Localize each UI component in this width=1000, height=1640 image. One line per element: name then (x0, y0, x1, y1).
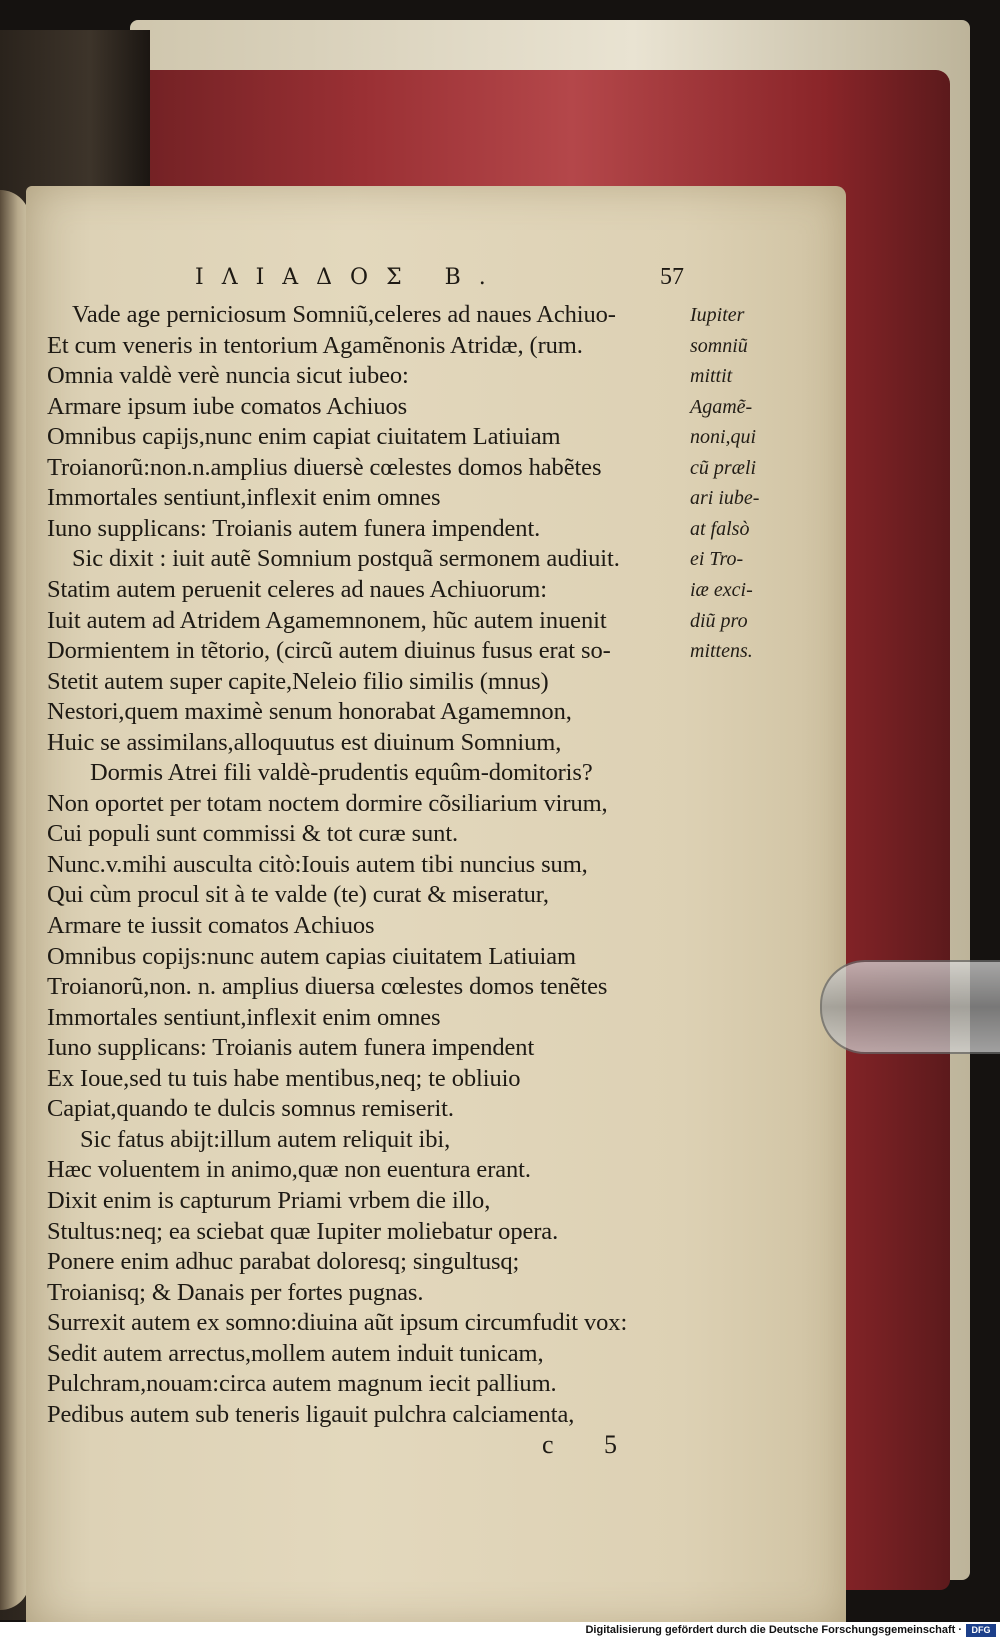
text-line: Pulchram,nouam:circa autem magnum iecit pallium. (47, 1370, 557, 1398)
text-line: Dixit enim is capturum Priami vrbem die illo, (47, 1186, 491, 1214)
text-line: Et cum veneris in tentorium Agamẽnonis Atridæ, (rum. (47, 331, 583, 359)
text-line: Nestori,quem maximè senum honorabat Agamemnon, (47, 698, 572, 726)
text-line: Sic dixit : iuit autẽ Somnium postquã sermonem audiuit. (72, 545, 620, 573)
text-line: Troianorũ,non. n. amplius diuersa cœlestes domos tenẽtes (47, 973, 608, 1001)
text-line: Non oportet per totam noctem dormire cõsiliarium virum, (47, 789, 608, 817)
margin-note-line: Agamẽ- (690, 395, 753, 418)
running-head: ΙΛΙΑΔΟΣ Β. (195, 265, 504, 290)
text-line: Iuno supplicans: Troianis autem funera impendent (47, 1034, 535, 1062)
text-line: Iuit autem ad Atridem Agamemnonem, hũc autem inuenit (47, 606, 607, 634)
text-line: Sic fatus abijt:illum autem reliquit ibi, (80, 1125, 451, 1153)
margin-note-line: ari iube- (690, 487, 760, 510)
text-line: Statim autem peruenit celeres ad naues Achiuorum: (47, 575, 547, 603)
text-line: Hæc voluentem in animo,quæ non euentura erant. (47, 1156, 531, 1184)
text-line: Ex Ioue,sed tu tuis habe mentibus,neq; te obliuio (47, 1064, 521, 1092)
margin-note-line: diũ pro (690, 609, 748, 632)
text-line: Pedibus autem sub teneris ligauit pulchra calciamenta, (47, 1400, 575, 1428)
footer-credit: Digitalisierung gefördert durch die Deutsche Forschungsgemeinschaft · (585, 1624, 962, 1636)
margin-note-line: mittit (690, 365, 733, 388)
page-number: 57 (660, 264, 684, 290)
text-line: Iuno supplicans: Troianis autem funera impendent. (47, 514, 541, 542)
margin-note-line: ei Tro- (690, 548, 744, 571)
text-line: Armare ipsum iube comatos Achiuos (47, 392, 408, 420)
text-line: Vade age perniciosum Somniũ,celeres ad naues Achiuo- (72, 301, 616, 328)
margin-note-line: Iupiter (690, 304, 745, 326)
text-line: Cui populi sunt commissi & tot curæ sunt. (47, 820, 459, 848)
text-line: Dormis Atrei fili valdè-prudentis equûm-domitoris? (90, 759, 593, 787)
margin-note-line: iæ exci- (690, 578, 753, 601)
text-line: Armare te iussit comatos Achiuos (47, 912, 375, 939)
margin-note-line: cũ præli (690, 456, 757, 479)
text-line: Stetit autem super capite,Neleio filio similis (mnus) (47, 667, 549, 695)
text-line: Nunc.v.mihi ausculta citò:Iouis autem tibi nuncius sum, (47, 850, 588, 878)
margin-note-line: somniũ (690, 334, 748, 357)
dfg-logo: DFG (966, 1624, 996, 1637)
margin-note-line: noni,qui (690, 426, 757, 449)
text-line: Omnia valdè verè nuncia sicut iubeo: (47, 362, 409, 390)
text-line: Dormientem in tẽtorio, (circũ autem diuinus fusus erat so- (47, 637, 611, 665)
text-line: Omnibus capijs,nunc enim capiat ciuitatem Latiuiam (47, 423, 561, 451)
text-line: Immortales sentiunt,inflexit enim omnes (47, 1003, 441, 1031)
text-line: Surrexit autem ex somno:diuina aũt ipsum circumfudit vox: (47, 1309, 628, 1337)
signature-mark: c 5 (542, 1430, 640, 1459)
margin-note-line: at falsò (690, 517, 750, 540)
text-line: Capiat,quando te dulcis somnus remiserit. (47, 1095, 454, 1123)
text-line: Stultus:neq; ea sciebat quæ Iupiter moliebatur opera. (47, 1217, 559, 1245)
text-line: Qui cùm procul sit à te valde (te) curat & miseratur, (47, 881, 549, 909)
text-line: Ponere enim adhuc parabat doloresq; singultusq; (47, 1248, 520, 1276)
text-line: Troianisq; & Danais per fortes pugnas. (47, 1278, 424, 1306)
text-line: Sedit autem arrectus,mollem autem induit tunicam, (47, 1339, 544, 1367)
text-line: Immortales sentiunt,inflexit enim omnes (47, 484, 441, 512)
text-line: Troianorũ:non.n.amplius diuersè cœlestes domos habẽtes (47, 453, 602, 481)
text-line: Omnibus copijs:nunc autem capias ciuitatem Latiuiam (47, 942, 576, 970)
margin-note-line: mittens. (690, 640, 753, 663)
text-line: Huic se assimilans,alloquutus est diuinum Somnium, (47, 728, 562, 756)
